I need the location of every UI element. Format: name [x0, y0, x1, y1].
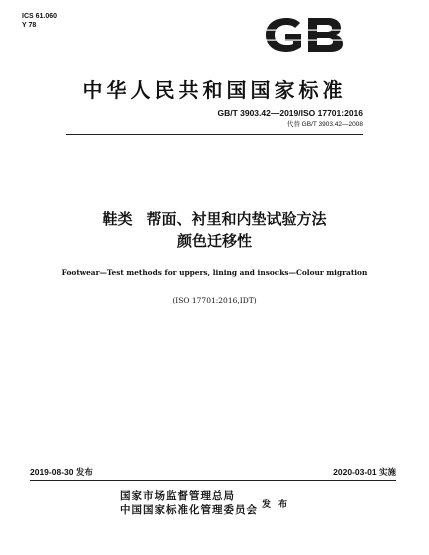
document-title-cn-line1	[0, 208, 429, 229]
publish-date: 2019-08-30 发布	[30, 467, 93, 477]
issuer-samr: 国家市场监督管理总局	[120, 490, 235, 502]
replaces-note: 代替 GB/T 3903.42—2008	[286, 121, 363, 128]
standard-number: GB/T 3903.42—2019/ISO 17701:2016	[217, 108, 363, 118]
issuer-sac: 中国国家标准化管理委员会	[120, 504, 258, 516]
document-title-cn-line2: 颜色迁移性	[176, 232, 252, 250]
issuer-block	[120, 489, 258, 517]
iso-reference: (ISO 17701:2016,IDT)	[172, 296, 257, 305]
gb-logo-icon	[262, 14, 348, 56]
title-part-methods: 帮面、衬里和内垫试验方法	[146, 210, 327, 228]
implement-date: 2020-03-01 实施	[333, 467, 396, 477]
top-divider	[66, 134, 363, 135]
document-title-en: Footwear—Test methods for uppers, lining and insocks—Colour migration	[61, 268, 368, 277]
ccs-code: Y 78	[22, 22, 37, 29]
bottom-divider	[30, 480, 396, 481]
issue-label: 发 布	[262, 500, 288, 510]
standard-title: 中华人民共和国国家标准	[82, 78, 347, 102]
gb-logo-svg	[262, 14, 348, 56]
ics-block	[22, 12, 57, 30]
title-part-footwear: 鞋类	[102, 210, 133, 228]
ics-code: ICS 61.060	[22, 13, 58, 20]
